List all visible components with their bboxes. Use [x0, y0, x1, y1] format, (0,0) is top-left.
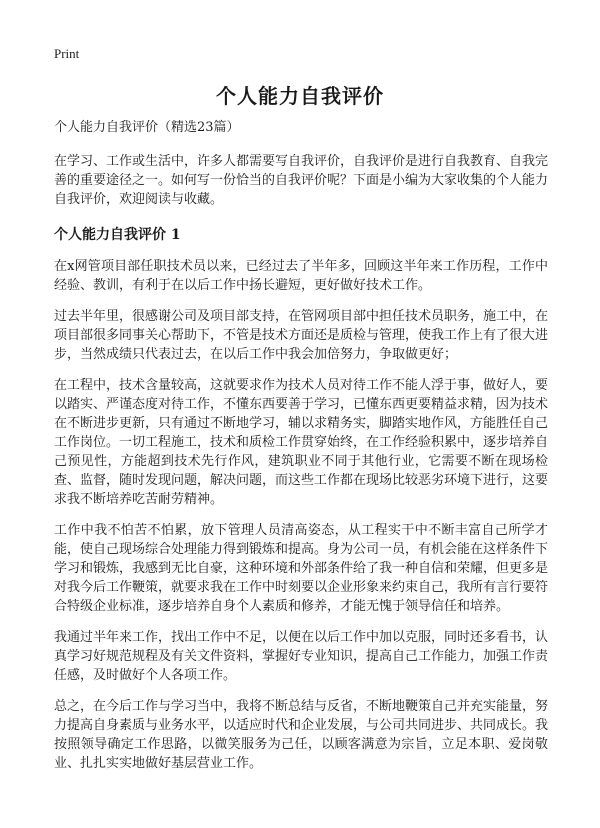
document-subtitle: 个人能力自我评价（精选23篇） — [54, 120, 240, 135]
page-title: 个人能力自我评价 — [216, 84, 384, 108]
section-heading: 个人能力自我评价 1 — [54, 227, 181, 243]
body-paragraph-5: 我通过半年来工作，找出工作中不足，以便在以后工作中加以克服，同时还多看书，认真学习好规范规程及有关文件资料，掌握好专业知识，提高自己工作能力，加强工作责任感，及时做好个人各项工作。 — [54, 630, 549, 683]
body-paragraph-3: 在工程中，技术含量较高，这就要求作为技术人员对待工作不能人浮于事，做好人，要以踏实、严谨态度对待工作，不懂东西要善于学习，已懂东西更要精益求精，因为技术在不断进步更新，只有通过不断地学习，辅以求精务实，脚踏实地作风，方能胜任自己工作岗位。一切工程施工，技术和质检工作贯穿始终，在工作经验积累中，逐步培养自己预见性，方能超到技术先行作风，建筑职业不同于其他行业，它需要不断在现场检查、监督，随时发现问题，解决问题，而这些工作都在现场比较恶劣环境下进行，这要求我不断培养吃苦耐劳精神。 — [54, 378, 549, 507]
document-body — [54, 118, 548, 785]
body-paragraph-4: 工作中我不怕苦不怕累，放下管理人员清高姿态，从工程实干中不断丰富自己所学才能，使自己现场综合处理能力得到锻炼和提高。身为公司一员，有机会能在这样条件下学习和锻炼，我感到无比自豪，这种环境和外部条件给了我一种自信和荣耀，但更多是对我今后工作鞭策，就要求我在工作中时刻要以企业形象来约束自己，我所有言行要符合特级企业标准，逐步培养自身个人素质和修养，才能无愧于领导信任和培养。 — [54, 523, 549, 614]
intro-paragraph: 在学习、工作或生活中，许多人都需要写自我评价，自我评价是进行自我教育、自我完善的重要途径之一。如何写一份恰当的自我评价呢？下面是小编为大家收集的个人能力自我评价，欢迎阅读与收藏。 — [54, 154, 549, 207]
body-paragraph-1: 在x网管项目部任职技术员以来，已经过去了半年多，回顾这半年来工作历程，工作中经验、教训，有利于在以后工作中扬长避短，更好做好技术工作。 — [54, 259, 548, 293]
print-link[interactable]: Print — [54, 46, 80, 61]
body-paragraph-2: 过去半年里，很感谢公司及项目部支持，在管网项目部中担任技术员职务，施工中，在项目部很多同事关心帮助下，不管是技术方面还是质检与管理，使我工作上有了很大进步，当然成绩只代表过去，在以后工作中我会加倍努力，争取做更好； — [54, 309, 549, 362]
body-paragraph-6: 总之，在今后工作与学习当中，我将不断总结与反省，不断地鞭策自己并充实能量，努力提高自身素质与业务水平，以适应时代和企业发展，与公司共同进步、共同成长。我按照领导确定工作思路，以微笑服务为己任，以顾客满意为宗旨，立足本职、爱岗敬业、扎扎实实地做好基层营业工作。 — [54, 699, 549, 771]
